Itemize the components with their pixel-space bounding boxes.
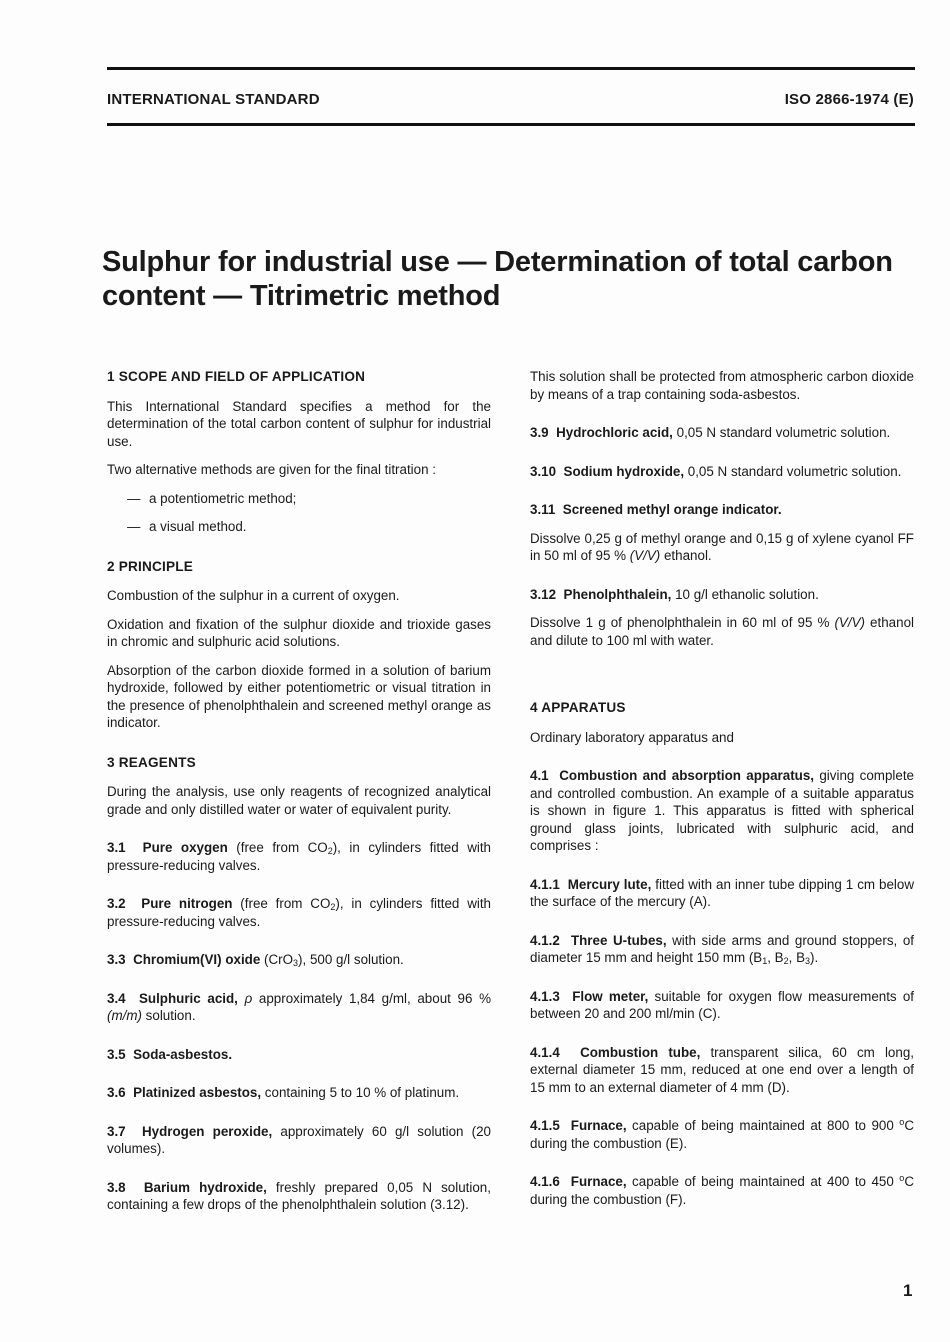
- apparatus-number: 4.1.1: [530, 876, 560, 892]
- reagent-name: Chromium(VI) oxide: [133, 952, 261, 967]
- reagent-text: (free from CO: [232, 896, 331, 911]
- reagent-text: ), 500 g/l solution.: [298, 952, 404, 967]
- reagent-number: 3.6: [107, 1085, 126, 1100]
- section-2-heading: 2 PRINCIPLE: [107, 558, 194, 574]
- reagent-name: Pure oxygen: [142, 840, 228, 855]
- apparatus-text: transparent silica, 60 cm long, external diameter 15 mm, reduced at one end over a length of 15 mm to an external diameter of 4 mm (D).: [530, 1044, 914, 1095]
- reagent-3-6: [107, 1084, 491, 1102]
- reagent-text: approximately 60 g/l solution (20 volumes).: [107, 1123, 491, 1156]
- section-2-para-3: Absorption of the carbon dioxide formed in a solution of barium hydroxide, followed by either potentiometric or visual titration in the presence of phenolphthalein and screened methyl orange as indicator.: [107, 662, 491, 730]
- reagent-text: freshly prepared 0,05 N solution, containing a few drops of the phenolphthalein solution (3.12).: [107, 1179, 491, 1212]
- page-title: [102, 245, 902, 313]
- reagent-text: ), in cylinders fitted with pressure-reducing valves.: [107, 896, 492, 929]
- section-2-para-1: Combustion of the sulphur in a current of oxygen.: [107, 588, 400, 603]
- apparatus-text: ).: [810, 950, 819, 965]
- subscript: 2: [330, 902, 336, 912]
- apparatus-text: fitted with an inner tube dipping 1 cm below the surface of the mercury (A).: [530, 876, 914, 909]
- section-3-heading: 3 REAGENTS: [107, 754, 196, 770]
- reagent-number: 3.3: [107, 952, 126, 967]
- list-item-text: a visual method.: [149, 519, 247, 534]
- reagent-unit: (V/V): [834, 615, 865, 630]
- list-dash: —: [127, 490, 141, 506]
- reagent-name: Soda-asbestos.: [133, 1046, 233, 1062]
- left-column: [107, 368, 491, 1214]
- apparatus-4-1-3: [530, 988, 914, 1023]
- subscript: 2: [327, 846, 333, 856]
- list-item: [107, 518, 491, 536]
- page-number: 1: [903, 1281, 913, 1300]
- reagent-name: Sulphuric acid,: [138, 990, 238, 1006]
- apparatus-4-1: [530, 767, 914, 855]
- apparatus-number: 4.1.4: [530, 1044, 560, 1060]
- apparatus-text: , B: [767, 950, 784, 965]
- apparatus-number: 4.1.3: [530, 988, 560, 1004]
- reagent-unit: (m/m): [107, 1008, 142, 1023]
- apparatus-text: with side arms and ground stoppers, of diameter 15 mm and height 150 mm (B: [530, 932, 914, 965]
- subscript: 3: [293, 958, 299, 968]
- apparatus-text: capable of being maintained at 800 to 900: [626, 1118, 900, 1133]
- reagent-text: 0,05 N standard volumetric solution.: [672, 425, 891, 440]
- reagent-text: containing 5 to 10 % of platinum.: [261, 1085, 460, 1100]
- reagent-text: approximately 1,84 g/ml, about 96 %: [252, 990, 491, 1006]
- reagent-text: ethanol and dilute to 100 ml with water.: [530, 615, 914, 648]
- apparatus-name: Furnace,: [570, 1118, 627, 1133]
- reagent-text: (CrO: [260, 952, 294, 967]
- apparatus-number: 4.1: [530, 768, 549, 783]
- degree-symbol: o: [899, 1117, 905, 1127]
- reagent-unit: (V/V): [629, 548, 661, 563]
- section-1-para-1: This International Standard specifies a method for the determination of the total carbon content of sulphur for industrial use.: [107, 398, 491, 449]
- apparatus-4-1-2: [530, 932, 914, 967]
- reagent-3-10: [530, 463, 914, 481]
- reagent-name: Barium hydroxide,: [143, 1179, 267, 1195]
- reagent-number: 3.5: [107, 1046, 126, 1062]
- reagent-3-11: [530, 501, 914, 519]
- apparatus-text: capable of being maintained at 400 to 450: [626, 1174, 900, 1189]
- section-4-heading: 4 APPARATUS: [530, 700, 626, 715]
- reagent-3-8: [107, 1179, 491, 1214]
- reagent-number: 3.4: [107, 990, 126, 1006]
- reagent-number: 3.1: [107, 840, 126, 855]
- reagent-3-7: [107, 1123, 491, 1158]
- reagent-3-5: [107, 1046, 491, 1064]
- reagent-3-12-description: [530, 614, 914, 649]
- reagent-3-11-description: [530, 530, 914, 565]
- reagent-text: ethanol.: [660, 548, 712, 563]
- reagent-name: Screened methyl orange indicator.: [562, 502, 782, 517]
- apparatus-name: Three U-tubes,: [570, 932, 667, 948]
- reagent-number: 3.9: [530, 425, 549, 440]
- reagent-3-9: [530, 424, 914, 442]
- apparatus-4-1-1: [530, 876, 914, 911]
- reagent-3-4: [107, 990, 491, 1025]
- apparatus-4-1-6: [530, 1173, 914, 1208]
- reagent-3-12: [530, 586, 914, 604]
- apparatus-name: Combustion tube,: [580, 1044, 701, 1060]
- reagent-text: 0,05 N standard volumetric solution.: [684, 463, 902, 479]
- rho-symbol: ρ: [244, 990, 253, 1006]
- title-line-1: Sulphur for industrial use — Determination of total carbon: [102, 246, 893, 278]
- subscript: 1: [762, 956, 768, 966]
- section-1-para-2: Two alternative methods are given for the final titration :: [107, 462, 436, 477]
- reagent-text: Dissolve 1 g of phenolphthalein in 60 ml of 95 %: [530, 615, 835, 630]
- reagent-text: 10 g/l ethanolic solution.: [671, 586, 819, 602]
- header-rule-bottom: [107, 123, 915, 126]
- reagent-name: Phenolphthalein,: [563, 586, 672, 602]
- reagent-text: solution.: [141, 1008, 196, 1023]
- right-column: [530, 368, 914, 1208]
- list-dash: —: [127, 519, 141, 534]
- list-item-text: a potentiometric method;: [149, 490, 297, 506]
- reagent-name: Hydrogen peroxide,: [141, 1123, 273, 1139]
- reagent-number: 3.2: [107, 896, 126, 911]
- section-2-para-2: Oxidation and fixation of the sulphur dioxide and trioxide gases in chromic and sulphuric acid solutions.: [107, 616, 491, 649]
- reagent-number: 3.10: [530, 463, 557, 479]
- reagent-text: ), in cylinders fitted with pressure-reducing valves.: [107, 840, 492, 873]
- apparatus-4-1-4: [530, 1044, 914, 1097]
- apparatus-name: Combustion and absorption apparatus,: [559, 768, 815, 783]
- section-4-intro: Ordinary laboratory apparatus and: [530, 729, 734, 745]
- reagent-3-3: [107, 951, 491, 969]
- section-1-heading: 1 SCOPE AND FIELD OF APPLICATION: [107, 369, 366, 384]
- header-rule-top: [107, 67, 915, 70]
- section-3-intro: During the analysis, use only reagents of recognized analytical grade and only distilled water or water of equivalent purity.: [107, 784, 491, 817]
- apparatus-number: 4.1.2: [530, 932, 560, 948]
- apparatus-text: C during the combustion (F).: [530, 1174, 914, 1207]
- apparatus-name: Furnace,: [570, 1174, 627, 1189]
- degree-symbol: o: [899, 1173, 905, 1183]
- apparatus-text: , B: [788, 950, 805, 965]
- reagent-text: (free from CO: [227, 840, 328, 855]
- apparatus-4-1-5: [530, 1117, 914, 1152]
- reagent-name: Pure nitrogen: [141, 896, 233, 911]
- list-item: [107, 490, 491, 508]
- subscript: 3: [805, 956, 811, 966]
- apparatus-name: Flow meter,: [572, 988, 649, 1004]
- apparatus-number: 4.1.5: [530, 1118, 560, 1133]
- reagent-name: Platinized asbestos,: [133, 1085, 262, 1100]
- subscript: 2: [783, 956, 789, 966]
- header-document-number: ISO 2866-1974 (E): [784, 91, 914, 108]
- apparatus-text: giving complete and controlled combustion. An example of a suitable apparatus is shown in figure 1. This apparatus is fitted with spherical ground glass joints, lubricated with sulphuric acid, and comprises :: [530, 768, 914, 853]
- apparatus-name: Mercury lute,: [567, 876, 652, 892]
- reagent-number: 3.12: [530, 586, 557, 602]
- title-line-2: content — Titrimetric method: [102, 280, 501, 312]
- reagent-text: Dissolve 0,25 g of methyl orange and 0,15 g of xylene cyanol FF in 50 ml of 95 %: [530, 530, 914, 563]
- reagent-number: 3.11: [530, 502, 556, 517]
- apparatus-text: suitable for oxygen flow measurements of between 20 and 200 ml/min (C).: [530, 988, 914, 1021]
- apparatus-text: C during the combustion (E).: [530, 1118, 914, 1151]
- apparatus-number: 4.1.6: [530, 1174, 560, 1189]
- header-standard-label: INTERNATIONAL STANDARD: [107, 91, 320, 108]
- reagent-name: Sodium hydroxide,: [563, 463, 685, 479]
- reagent-3-2: [107, 895, 491, 930]
- reagent-3-1: [107, 839, 491, 874]
- reagent-3-8-continued: This solution shall be protected from atmospheric carbon dioxide by means of a trap containing soda-asbestos.: [530, 369, 914, 402]
- reagent-number: 3.7: [107, 1123, 126, 1139]
- reagent-number: 3.8: [107, 1179, 126, 1195]
- reagent-name: Hydrochloric acid,: [556, 425, 673, 440]
